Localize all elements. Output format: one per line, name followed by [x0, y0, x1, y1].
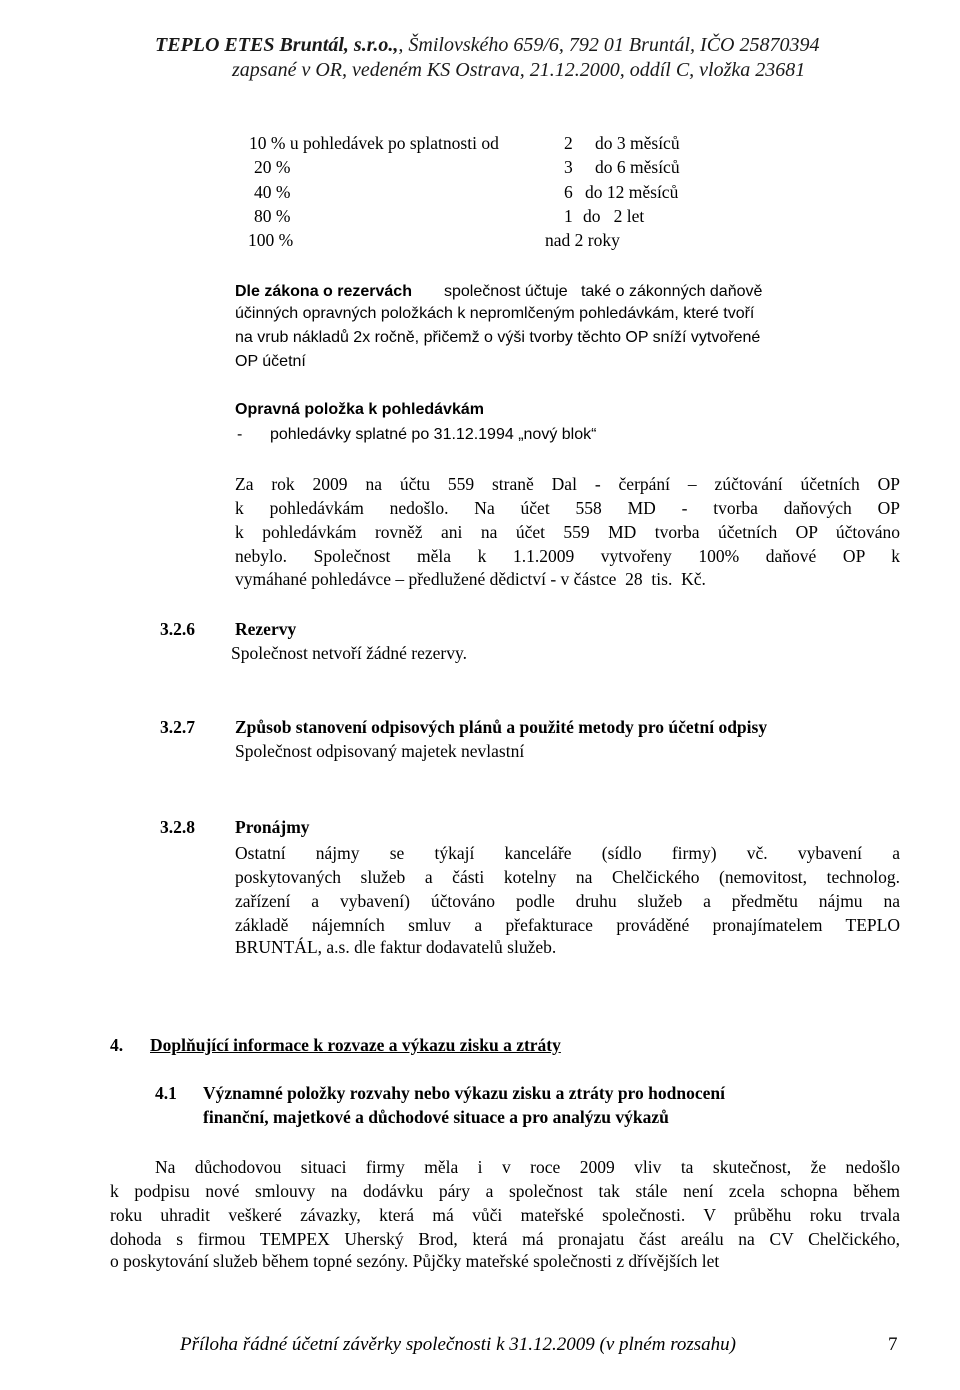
- correction-title: Opravná položka k pohledávkám: [235, 401, 484, 418]
- aging-to: do 2 let: [583, 206, 645, 226]
- aging-from: nad 2 roky: [545, 230, 620, 250]
- correction-dash: -: [237, 426, 243, 443]
- section-number: 3.2.6: [160, 619, 195, 639]
- header-line-2: zapsané v OR, vedeném KS Ostrava, 21.12.2000, oddíl C, vložka 23681: [232, 59, 806, 81]
- reserves-law-line-1: Dle zákona o rezervách společnost účtuje také o zákonných daňově: [235, 283, 763, 300]
- page-number: 7: [888, 1334, 898, 1355]
- reserves-law-line-2: účinných opravných položkách k nepromlčeným pohledávkám, které tvoří: [235, 305, 755, 322]
- section-title-line-1: Významné položky rozvahy nebo výkazu zisku a ztráty pro hodnocení: [203, 1083, 725, 1103]
- footer-text: Příloha řádné účetní závěrky společnosti k 31.12.2009 (v plném rozsahu): [180, 1334, 737, 1355]
- correction-item: pohledávky splatné po 31.12.1994 „nový blok“: [270, 426, 597, 443]
- aging-to: do 3 měsíců: [595, 133, 680, 153]
- aging-from: 1: [564, 206, 573, 226]
- section-title: Rezervy: [235, 619, 297, 639]
- section-number: 3.2.7: [160, 717, 195, 737]
- reserves-law-line-3: na vrub nákladů 2x ročně, přičemž o výši tvorby těchto OP sníží vytvořené: [235, 329, 761, 346]
- chapter-title: Doplňující informace k rozvaze a výkazu zisku a ztráty: [150, 1035, 561, 1055]
- aging-to: do 6 měsíců: [595, 157, 680, 177]
- aging-row: 10 % u pohledávek po splatnosti od: [249, 133, 499, 153]
- chapter-number: 4.: [110, 1035, 124, 1055]
- header-line-1: TEPLO ETES Bruntál, s.r.o.,, Šmilovského 659/6, 792 01 Bruntál, IČO 25870394: [155, 34, 820, 56]
- aging-from: 3: [564, 157, 573, 177]
- section-text: Společnost odpisovaný majetek nevlastní: [235, 741, 525, 761]
- section-title: Způsob stanovení odpisových plánů a použité metody pro účetní odpisy: [235, 717, 768, 737]
- aging-pct: 80 %: [254, 206, 291, 226]
- aging-pct: 40 %: [254, 182, 291, 202]
- section-title: Pronájmy: [235, 817, 310, 837]
- section-number: 3.2.8: [160, 817, 195, 837]
- reserves-law-line-4: OP účetní: [235, 353, 306, 370]
- aging-from: 2: [564, 133, 573, 153]
- aging-from: 6: [564, 182, 573, 202]
- aging-pct: 20 %: [254, 157, 291, 177]
- section-title-line-2: finanční, majetkové a důchodové situace a pro analýzu výkazů: [203, 1107, 669, 1127]
- section-number: 4.1: [155, 1083, 177, 1103]
- aging-pct: 100 %: [248, 230, 294, 250]
- aging-to: do 12 měsíců: [585, 182, 679, 202]
- section-text: Společnost netvoří žádné rezervy.: [231, 643, 467, 663]
